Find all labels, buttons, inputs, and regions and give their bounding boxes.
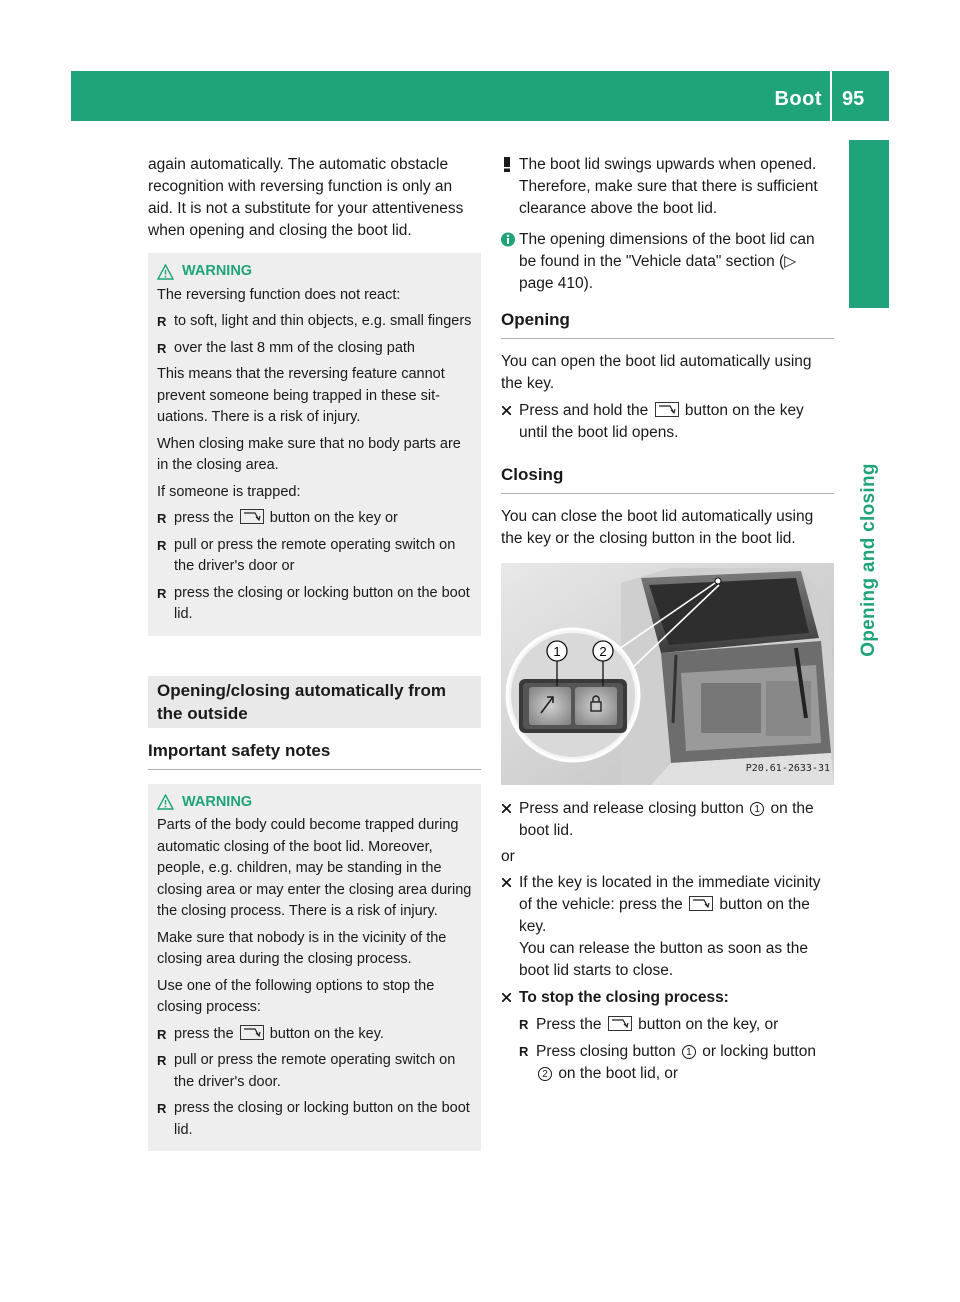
closing-text: You can close the boot lid automatically using the key or the closing button in the boot lid.: [501, 508, 814, 547]
caution-icon: [501, 157, 513, 179]
callout-ref-1: 1: [750, 802, 764, 816]
boot-key-icon: [240, 1025, 264, 1040]
right-column: [501, 154, 834, 1090]
list-item: R press the button on the key.: [157, 1024, 473, 1046]
boot-illustration: [501, 563, 834, 785]
header-divider: [830, 71, 832, 121]
section-title: Boot: [774, 88, 822, 110]
page-ref-arrow: ▷: [784, 253, 797, 270]
svg-text:2: 2: [599, 644, 607, 659]
info-note: The opening dimensions of the boot lid can be found in the "Vehicle data" section (▷ page 410).: [501, 229, 834, 295]
info-icon: [501, 232, 515, 254]
opening-heading: Opening: [501, 309, 834, 339]
warning-text: This means that the reversing feature cannot prevent someone being trapped in these situations. There is a risk of injury.: [157, 366, 445, 425]
closing-heading: Closing: [501, 464, 834, 494]
warning-box-1: [148, 253, 481, 636]
section-heading: Opening/closing automatically from the outside: [148, 676, 481, 728]
callout-ref-2: 2: [538, 1067, 552, 1081]
page-number: 95: [842, 88, 865, 110]
or-text: or: [501, 848, 515, 865]
warning-text: The reversing function does not react:: [157, 286, 401, 303]
action-step: Press and hold the button on the key until the boot lid opens.: [501, 400, 834, 444]
warning-text: When closing make sure that no body parts are in the closing area.: [157, 435, 461, 473]
action-step: If the key is located in the immediate vicinity of the vehicle: press the button on the key. You can release the button as soon as the boot lid starts to close.: [501, 872, 834, 982]
list-item: R press the closing or locking button on the boot lid.: [157, 583, 473, 626]
svg-text:1: 1: [553, 644, 561, 659]
action-step: Press and release closing button 1 on the boot lid.: [501, 798, 834, 842]
boot-key-icon: [608, 1016, 632, 1031]
warning-text: Use one of the following options to stop the closing process:: [157, 977, 435, 1015]
list-item: R over the last 8 mm of the closing path: [157, 338, 473, 360]
left-column: [148, 154, 481, 1151]
chapter-tab: [849, 140, 889, 308]
list-item: R pull or press the remote operating switch on the driver's door.: [157, 1050, 473, 1093]
warning-title: WARNING: [157, 261, 473, 283]
opening-text: You can open the boot lid automatically using the key.: [501, 353, 812, 392]
list-item: R Press closing button 1 or locking button 2 on the boot lid, or: [519, 1041, 834, 1085]
caution-note: The boot lid swings upwards when opened. Therefore, make sure that there is sufficient clearance above the boot lid.: [501, 154, 834, 220]
warning-text: Parts of the body could become trapped during automatic closing of the boot lid. Moreover, people, e.g. children, may be standing in the closing area or may enter the closing area during the closing process. There is a risk of injury.: [157, 817, 472, 919]
list-item: R press the closing or locking button on the boot lid.: [157, 1098, 473, 1141]
warning-text: If someone is trapped:: [157, 483, 301, 500]
header-bar: [71, 71, 889, 121]
callout-ref-1: 1: [682, 1045, 696, 1059]
warning-title: WARNING: [157, 792, 473, 814]
list-item: R press the button on the key or: [157, 508, 473, 530]
list-item: R to soft, light and thin objects, e.g. small fingers: [157, 311, 473, 333]
intro-paragraph: again automatically. The automatic obstacle recognition with reversing function is only an aid. It is not a substitute for your attentiveness when opening and closing the boot lid.: [148, 156, 464, 239]
boot-key-icon: [655, 402, 679, 417]
action-step: To stop the closing process:: [501, 987, 834, 1009]
boot-key-icon: [689, 896, 713, 911]
figure-code: P20.61-2633-31: [745, 763, 830, 774]
chapter-label: Opening and closing: [858, 463, 879, 657]
warning-icon: [157, 794, 174, 810]
list-item: R Press the button on the key, or: [519, 1014, 834, 1036]
warning-box-2: [148, 784, 481, 1152]
boot-key-icon: [240, 509, 264, 524]
boot-lid-figure: [501, 563, 834, 785]
warning-text: Make sure that nobody is in the vicinity of the closing area during the closing process.: [157, 929, 447, 967]
subheading: Important safety notes: [148, 740, 481, 770]
list-item: R pull or press the remote operating switch on the driver's door or: [157, 535, 473, 578]
warning-icon: [157, 264, 174, 280]
